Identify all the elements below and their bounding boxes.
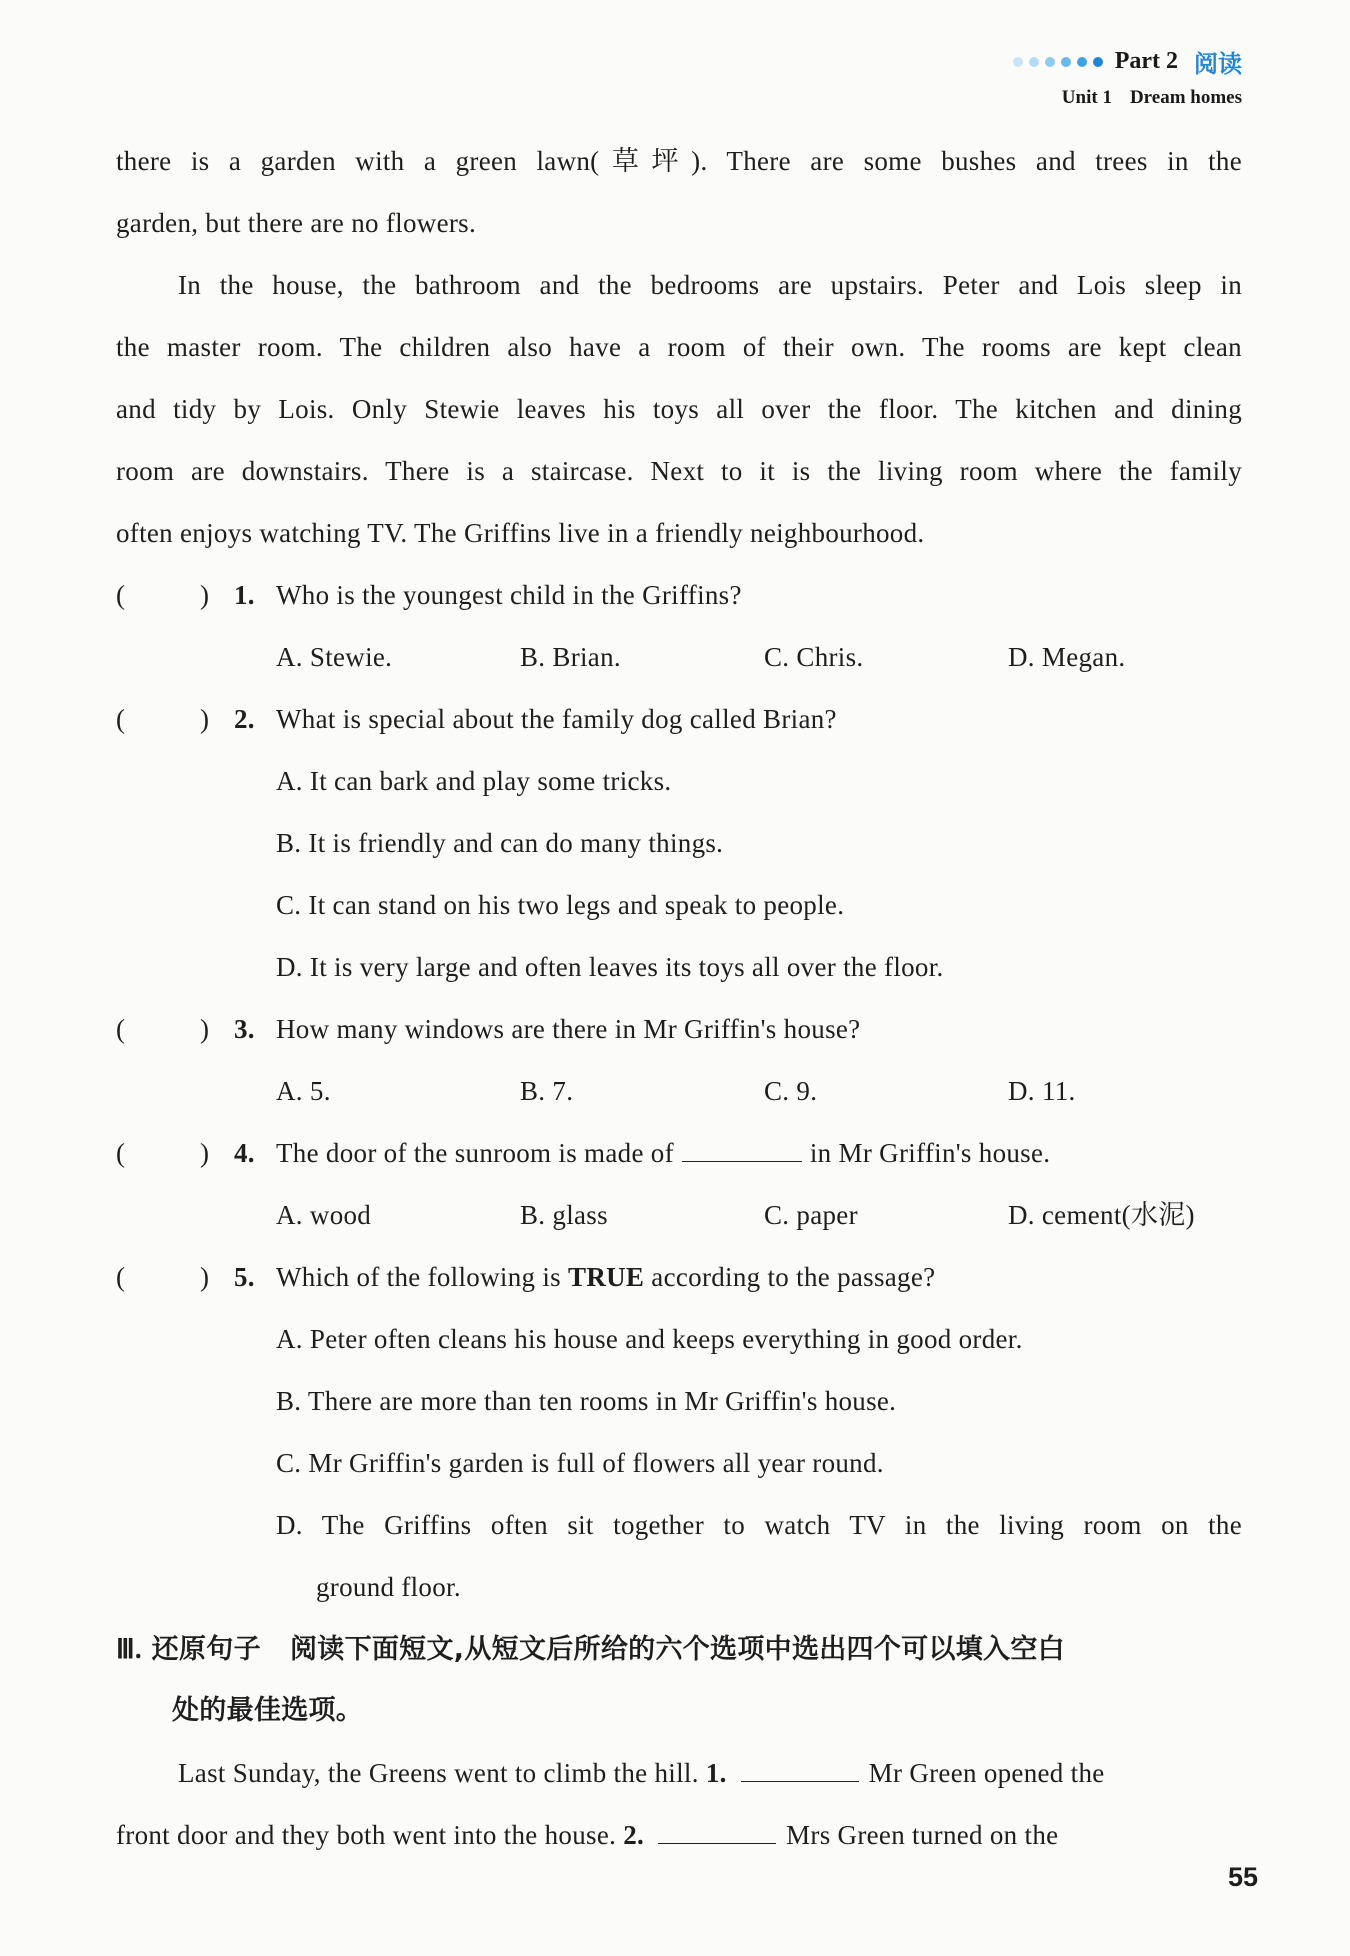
passage2-text: front door and they both went into the house. — [116, 1820, 617, 1850]
unit-number: Unit 1 — [1061, 87, 1112, 108]
section-3-heading — [116, 1618, 1242, 1680]
dot-icon — [1093, 57, 1103, 67]
section-title: 还原句子 — [151, 1634, 261, 1665]
unit-title: Dream homes — [1129, 87, 1242, 108]
option-d: D. The Griffins often sit together to watch TV in the living room on the — [276, 1510, 1242, 1540]
answer-paren-close: ) — [200, 704, 210, 734]
option-b: B. It is friendly and can do many things. — [276, 828, 724, 858]
question-number: 3. — [234, 1014, 255, 1044]
page-content — [116, 130, 1242, 1866]
part-cn-label: 阅读 — [1194, 50, 1242, 78]
option-a: A. Stewie. — [276, 642, 393, 672]
option-d: D. 11. — [1008, 1076, 1076, 1106]
passage-line: often enjoys watching TV. The Griffins live in a friendly neighbourhood. — [116, 518, 925, 548]
answer-paren-open: ( — [116, 1138, 126, 1168]
passage-line: garden, but there are no flowers. — [116, 208, 477, 238]
question-number: 5. — [234, 1262, 255, 1292]
option-c: C. paper — [764, 1200, 858, 1230]
page-header — [1013, 44, 1242, 109]
question-2 — [116, 688, 1242, 750]
answer-paren-close: ) — [200, 1262, 210, 1292]
decorative-dots — [1013, 57, 1103, 67]
question-number: 2. — [234, 704, 255, 734]
option-b: B. 7. — [520, 1076, 574, 1106]
answer-paren-close: ) — [200, 1014, 210, 1044]
option-c: C. It can stand on his two legs and speak to people. — [276, 890, 845, 920]
passage-line: the master room. The children also have a room of their own. The rooms are kept clean — [116, 332, 1242, 362]
passage2-line-2 — [116, 1804, 1242, 1866]
answer-paren-open: ( — [116, 580, 126, 610]
passage2-text: Mr Green opened the — [868, 1758, 1105, 1788]
section-instruction: 阅读下面短文,从短文后所给的六个选项中选出四个可以填入空白 — [289, 1634, 1065, 1665]
passage2-text: Mrs Green turned on the — [786, 1820, 1059, 1850]
question-text-before: The door of the sunroom is made of — [276, 1138, 674, 1168]
fill-blank[interactable] — [682, 1137, 802, 1162]
passage2-text: Last Sunday, the Greens went to climb the hill. — [178, 1758, 699, 1788]
question-text-before: Which of the following is — [276, 1262, 561, 1292]
question-text-after: in Mr Griffin's house. — [809, 1138, 1051, 1168]
passage-line: In the house, the bathroom and the bedrooms are upstairs. Peter and Lois sleep in — [178, 270, 1242, 300]
question-3 — [116, 998, 1242, 1060]
blank-number: 1. — [705, 1758, 727, 1788]
answer-paren-open: ( — [116, 1014, 126, 1044]
section-instruction-cont: 处的最佳选项。 — [172, 1695, 364, 1726]
question-text: Who is the youngest child in the Griffins? — [276, 580, 742, 610]
option-c: C. Mr Griffin's garden is full of flowers all year round. — [276, 1448, 884, 1478]
option-a: A. Peter often cleans his house and keeps everything in good order. — [276, 1324, 1023, 1354]
question-1 — [116, 564, 1242, 626]
question-number: 1. — [234, 580, 255, 610]
question-3-options — [116, 1060, 1242, 1122]
option-a: A. wood — [276, 1200, 372, 1230]
option-b: B. There are more than ten rooms in Mr Griffin's house. — [276, 1386, 897, 1416]
fill-blank-1[interactable] — [741, 1757, 859, 1782]
unit-label — [1013, 87, 1242, 109]
passage-line: there is a garden with a green lawn(草坪). There are some bushes and trees in the — [116, 146, 1242, 176]
option-c: C. Chris. — [764, 642, 864, 672]
answer-paren-open: ( — [116, 704, 126, 734]
section-roman: Ⅲ. — [116, 1634, 142, 1664]
dot-icon — [1013, 57, 1023, 67]
answer-paren-open: ( — [116, 1262, 126, 1292]
passage2-line-1 — [116, 1742, 1242, 1804]
option-d: D. Megan. — [1008, 642, 1126, 672]
question-text: How many windows are there in Mr Griffin's house? — [276, 1014, 861, 1044]
question-text-after: according to the passage? — [651, 1262, 936, 1292]
page-number: 55 — [1227, 1862, 1258, 1892]
option-d: D. It is very large and often leaves its toys all over the floor. — [276, 952, 944, 982]
passage-line: and tidy by Lois. Only Stewie leaves his toys all over the floor. The kitchen and dining — [116, 394, 1242, 424]
question-4 — [116, 1122, 1242, 1184]
answer-paren-close: ) — [200, 1138, 210, 1168]
option-d: D. cement(水泥) — [1008, 1200, 1195, 1230]
question-text: What is special about the family dog called Brian? — [276, 704, 837, 734]
dot-icon — [1061, 57, 1071, 67]
blank-number: 2. — [623, 1820, 645, 1850]
dot-icon — [1029, 57, 1039, 67]
option-b: B. Brian. — [520, 642, 621, 672]
passage-line: room are downstairs. There is a staircase. Next to it is the living room where the family — [116, 456, 1242, 486]
dot-icon — [1045, 57, 1055, 67]
question-text — [276, 1246, 935, 1308]
dot-icon — [1077, 57, 1087, 67]
option-a: A. It can bark and play some tricks. — [276, 766, 672, 796]
question-5 — [116, 1246, 1242, 1308]
question-4-options — [116, 1184, 1242, 1246]
question-text — [276, 1122, 1050, 1184]
fill-blank-2[interactable] — [658, 1819, 776, 1844]
option-a: A. 5. — [276, 1076, 331, 1106]
option-c: C. 9. — [764, 1076, 818, 1106]
question-1-options — [116, 626, 1242, 688]
question-number: 4. — [234, 1138, 255, 1168]
option-b: B. glass — [520, 1200, 608, 1230]
answer-paren-close: ) — [200, 580, 210, 610]
part-label: Part 2 — [1114, 48, 1178, 74]
question-text-bold: TRUE — [568, 1262, 645, 1292]
option-d-continued: ground floor. — [316, 1572, 461, 1602]
